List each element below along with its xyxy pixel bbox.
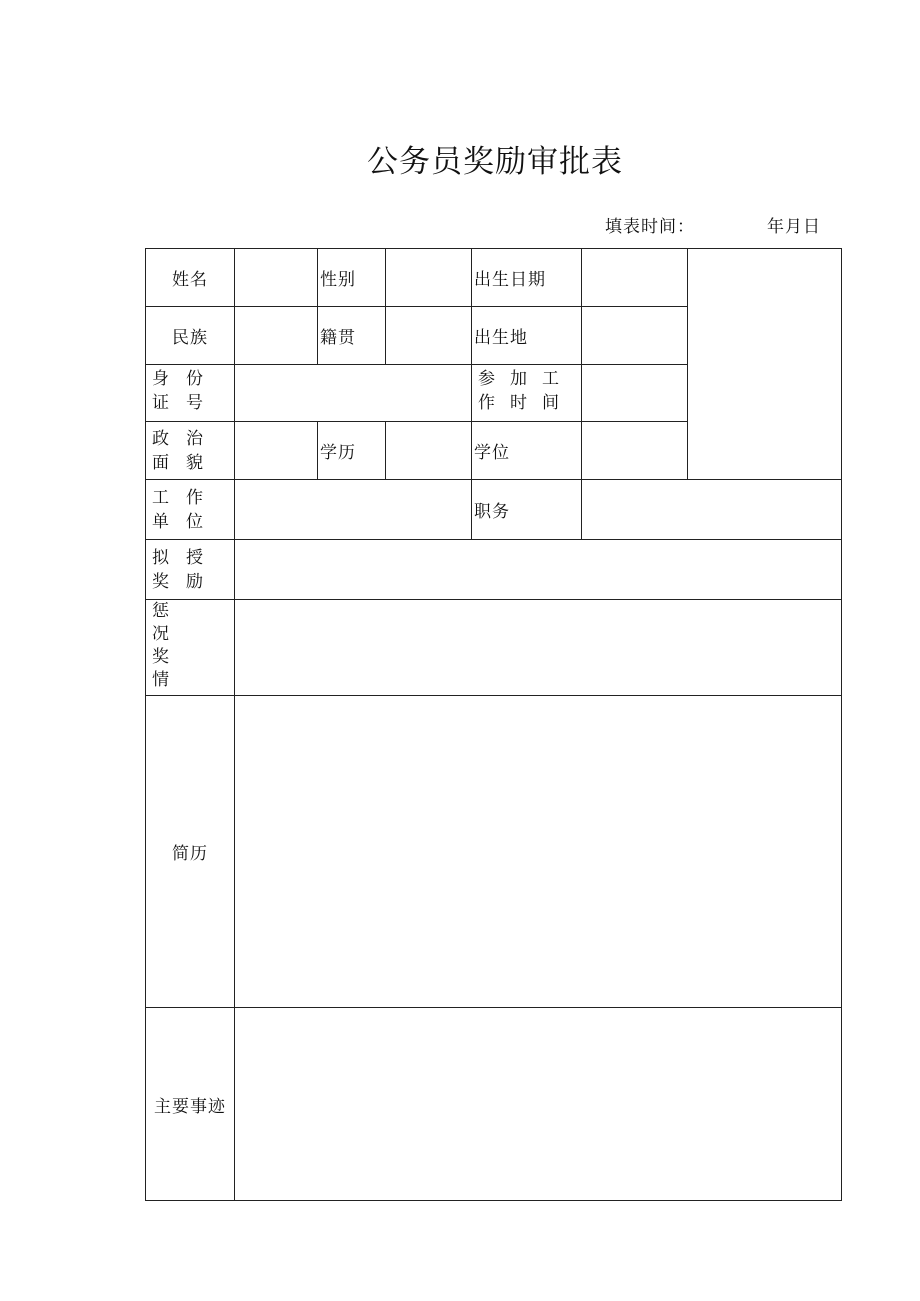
field-rewards-punishments[interactable] (235, 600, 842, 696)
label-employer: 工 作 单 位 (146, 480, 235, 540)
field-resume[interactable] (235, 696, 842, 1008)
label-degree: 学位 (472, 422, 582, 480)
label-id-number: 身 份 证 号 (146, 365, 235, 422)
field-work-start[interactable] (582, 365, 688, 422)
field-proposed-award[interactable] (235, 540, 842, 600)
label-proposed-award: 拟 授 奖 励 (146, 540, 235, 600)
label-name: 姓名 (146, 249, 235, 307)
field-education[interactable] (386, 422, 472, 480)
field-gender[interactable] (386, 249, 472, 307)
field-birthplace[interactable] (582, 307, 688, 365)
label-birthplace: 出生地 (472, 307, 582, 365)
field-degree[interactable] (582, 422, 688, 480)
field-main-deeds[interactable] (235, 1008, 842, 1201)
approval-form-table (145, 248, 842, 1201)
field-id-number[interactable] (235, 365, 472, 422)
label-position: 职务 (472, 480, 582, 540)
field-ethnicity[interactable] (235, 307, 318, 365)
fill-time-label: 填表时间： (605, 217, 695, 237)
fill-time (605, 212, 821, 237)
field-birth-date[interactable] (582, 249, 688, 307)
label-ethnicity: 民族 (146, 307, 235, 365)
label-education: 学历 (318, 422, 386, 480)
field-native-place[interactable] (386, 307, 472, 365)
fill-time-date: 年月日 (767, 217, 821, 237)
label-rewards-punishments: 惩 况 奖 情 (146, 600, 235, 696)
photo-area (688, 249, 842, 480)
field-position[interactable] (582, 480, 842, 540)
label-main-deeds: 主要事迹 (146, 1008, 235, 1201)
field-employer[interactable] (235, 480, 472, 540)
form-title: 公务员奖励审批表 (367, 144, 623, 180)
field-political-status[interactable] (235, 422, 318, 480)
label-work-start: 参 加 工 作 时 间 (472, 365, 582, 422)
label-resume: 简历 (146, 696, 235, 1008)
label-native-place: 籍贯 (318, 307, 386, 365)
label-birth-date: 出生日期 (472, 249, 582, 307)
label-political-status: 政 治 面 貌 (146, 422, 235, 480)
label-gender: 性别 (318, 249, 386, 307)
field-name[interactable] (235, 249, 318, 307)
